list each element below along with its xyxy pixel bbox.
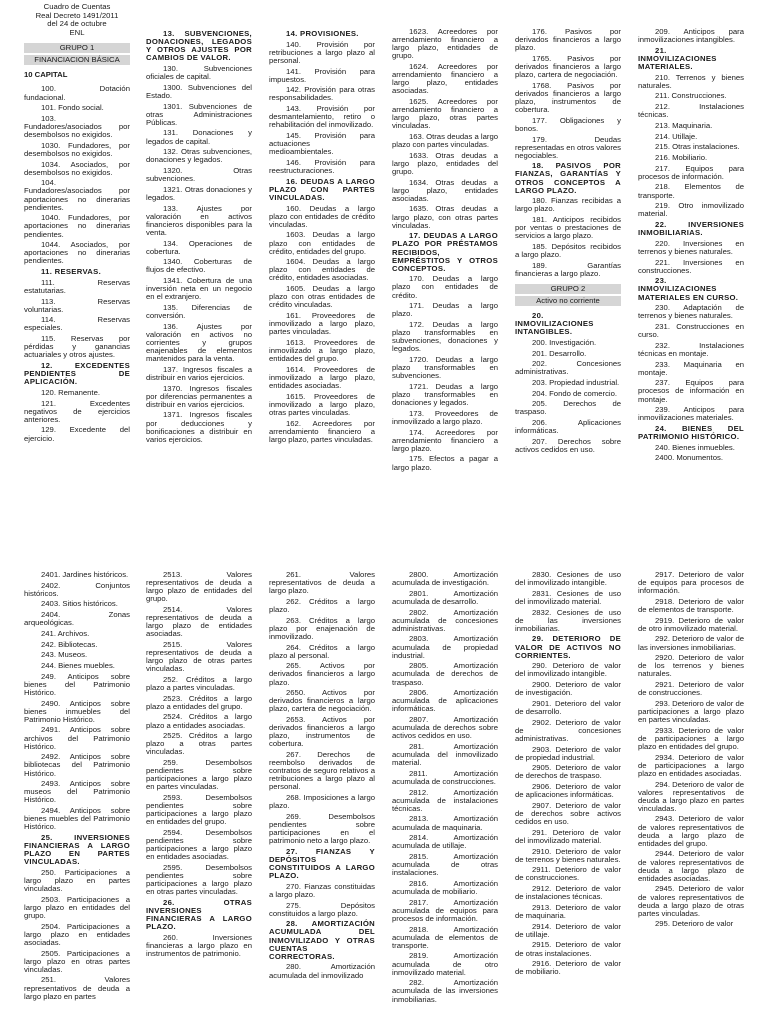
account-entry: 1615. Proveedores de inmovilizado a largo plazo, otras partes vinculadas. [269, 391, 375, 417]
account-entry: 2814. Amortización acumulada de utillaje. [392, 833, 498, 851]
account-entry: 2919. Deterioro de valor de otro inmovilizado material. [638, 615, 744, 633]
account-entry: 233. Maquinaria en montaje. [638, 359, 744, 377]
account-entry: 2816. Amortización acumulada de mobiliario. [392, 878, 498, 896]
account-entry: 290. Deterioro de valor del inmovilizado intangible. [515, 661, 621, 679]
account-group-heading: 27. FIANZAS Y DEPÓSITOS CONSTITUIDOS A LARGO PLAZO. [269, 846, 375, 881]
account-entry: 261. Valores representativos de deuda a largo plazo. [269, 570, 375, 596]
account-entry: 2594. Desembolsos pendientes sobre participaciones a largo plazo en entidades asociadas. [146, 828, 252, 862]
account-group-heading: 29. DETERIORO DE VALOR DE ACTIVOS NO CORRIENTES. [515, 634, 621, 660]
account-entry: 2504. Participaciones a largo plazo en entidades asociadas. [24, 921, 130, 947]
account-entry: 2907. Deterioro de valor de derechos sobre activos cedidos en uso. [515, 800, 621, 827]
page-1-column-6 [638, 28, 744, 465]
account-entry: 219. Otro inmovilizado material. [638, 201, 744, 219]
account-entry: 213. Maquinaria. [655, 120, 713, 130]
account-entry: 237. Equipos para procesos de información en montaje. [638, 378, 744, 404]
account-entry: 1604. Deudas a largo plazo con entidades de crédito, entidades asociadas. [269, 257, 375, 283]
account-entry: 291. Deterioro de valor del inmovilizado material. [515, 827, 621, 845]
document-page-1 [0, 0, 768, 506]
account-entry: 120. Remanente. [41, 387, 100, 397]
account-entry: 1603. Deudas a largo plazo con entidades de crédito, entidades del grupo. [269, 230, 375, 256]
account-entry: 259. Desembolsos pendientes sobre participaciones a largo plazo en partes vinculadas. [146, 758, 252, 792]
account-entry: 1605. Deudas a largo plazo con otras entidades de crédito vinculadas. [269, 284, 375, 310]
document-title-line: del 24 de octubre [47, 19, 107, 29]
account-entry: 1634. Otras deudas a largo plazo, entidades asociadas. [392, 177, 498, 203]
account-entry: 2817. Amortización acumulada de equipos para procesos de información. [392, 897, 498, 923]
account-group-heading: 11. RESERVAS. [41, 267, 102, 277]
account-group-heading: 17. DEUDAS A LARGO PLAZO POR PRÉSTAMOS RECIBIDOS, EMPRÉSTITOS Y OTROS CONCEPTOS. [392, 231, 498, 273]
account-entry: 2910. Deterioro de valor de terrenos y bienes naturales. [515, 846, 621, 864]
account-entry: 181. Anticipos recibidos por ventas o prestaciones de servicios a largo plazo. [515, 215, 621, 241]
account-entry: 260. Inversiones financieras a largo plazo en instrumentos de patrimonio. [146, 932, 252, 959]
account-entry: 1371. Ingresos fiscales por deducciones y bonificaciones a distribuir en varios ejercicios. [146, 410, 252, 444]
account-entry: 111. Reservas estatutarias. [24, 277, 130, 295]
account-group-heading: 26. OTRAS INVERSIONES FINANCIERAS A LARGO PLAZO. [146, 898, 252, 932]
account-entry: 2813. Amortización acumulada de maquinaria. [392, 814, 498, 832]
account-entry: 2493. Anticipos sobre museos del Patrimonio Histórico. [24, 779, 130, 805]
account-entry: 2805. Amortización acumulada de derechos de traspaso. [392, 661, 498, 687]
account-entry: 212. Instalaciones técnicas. [638, 102, 744, 120]
account-entry: 1625. Acreedores por arrendamiento financiero a largo plazo, otras partes vinculadas. [392, 96, 498, 131]
account-entry: 171. Deudas a largo plazo. [392, 301, 498, 319]
account-entry: 2903. Deterioro de valor de propiedad industrial. [515, 744, 621, 762]
account-entry: 115. Reservas por pérdidas y ganancias actuariales y otros ajustes. [24, 334, 130, 360]
account-entry: 1765. Pasivos por derivados financieros a largo plazo, cartera de negociación. [515, 53, 621, 80]
account-entry: 1300. Subvenciones del Estado. [146, 82, 252, 100]
account-entry: 2921. Deterioro de valor de construcciones. [638, 680, 744, 698]
account-entry: 202. Concesiones administrativas. [515, 359, 621, 377]
account-entry: 262. Créditos a largo plazo. [269, 596, 375, 614]
account-entry: 2515. Valores representativos de deuda a largo plazo de otras partes vinculadas. [146, 639, 252, 674]
account-entry: 203. Propiedad industrial. [532, 378, 620, 387]
document-title-line: Real Decreto 1491/2011 [35, 10, 119, 20]
account-entry: 173. Proveedores de inmovilizado a largo plazo. [392, 408, 498, 426]
account-entry: 264. Créditos a largo plazo al personal. [269, 642, 375, 660]
account-entry: 104. Fundadores/asociados por aportaciones no dinerarias pendientes. [24, 178, 130, 212]
account-entry: 211. Construcciones. [655, 91, 727, 101]
account-entry: 2807. Amortización acumulada de derechos sobre activos cedidos en uso. [392, 715, 498, 741]
account-entry: 1370. Ingresos fiscales por diferencias permanentes a distribuir en varios ejercicios. [146, 383, 252, 409]
account-entry: 140. Provisión por retribuciones a largo plazo al personal. [269, 39, 375, 65]
account-entry: 2490. Anticipos sobre bienes inmuebles del Patrimonio Histórico. [24, 698, 130, 724]
account-entry: 1044. Asociados, por aportaciones no dinerarias pendientes. [24, 240, 130, 266]
account-entry: 2934. Deterioro de valor de participaciones a largo plazo en entidades asociadas. [638, 752, 744, 778]
account-entry: 2404. Zonas arqueológicas. [24, 610, 130, 628]
account-entry: 121. Excedentes negativos de ejercicios anteriores. [24, 398, 130, 424]
account-entry: 239. Anticipos para inmovilizaciones materiales. [638, 405, 744, 423]
account-entry: 2832. Cesiones de uso de las inversiones inmobiliarias. [515, 607, 621, 633]
account-entry: 2914. Deterioro de valor de utillaje. [515, 921, 621, 939]
account-entry: 230. Adaptación de terrenos y bienes naturales. [638, 303, 744, 321]
account-entry: 2902. Deterioro de valor de concesiones administrativas. [515, 717, 621, 743]
page-1-column-3 [269, 28, 375, 446]
account-entry: 201. Desarrollo. [532, 348, 587, 358]
account-entry: 129. Excedente del ejercicio. [24, 425, 130, 443]
account-entry: 2491. Anticipos sobre archivos del Patrimonio Histórico. [24, 725, 130, 751]
account-entry: 2525. Créditos a largo plazo a otras partes vinculadas. [146, 731, 252, 757]
account-entry: 281. Amortización acumulada del inmovilizado material. [392, 741, 498, 768]
account-entry: 1624. Acreedores por arrendamiento financiero a largo plazo, entidades asociadas. [392, 61, 498, 96]
account-entry: 206. Aplicaciones informáticas. [515, 418, 621, 436]
account-entry: 2933. Deterioro de valor de participaciones a largo plazo en entidades del grupo. [638, 725, 744, 751]
account-group-heading: 12. EXCEDENTES PENDIENTES DE APLICACIÓN. [24, 361, 130, 387]
account-entry: 174. Acreedores por arrendamiento financiero a largo plazo. [392, 427, 498, 453]
account-group-heading: 24. BIENES DEL PATRIMONIO HISTÓRICO. [638, 424, 744, 442]
account-entry: 231. Construcciones en curso. [638, 322, 744, 340]
account-entry: 100. Dotación fundacional. [24, 84, 130, 102]
account-entry: 251. Valores representativos de deuda a largo plazo en partes [24, 975, 130, 1001]
account-entry: 275. Depósitos constituidos a largo plazo. [269, 900, 375, 918]
account-entry: 1320. Otras subvenciones. [146, 165, 252, 184]
account-group-heading: 22. INVERSIONES INMOBILIARIAS. [638, 220, 744, 238]
account-entry: 2595. Desembolsos pendientes sobre participaciones a largo plazo en otras partes vinculadas. [146, 863, 252, 897]
account-entry: 1721. Deudas a largo plazo transformables en donaciones y legados. [392, 381, 498, 408]
page-2-column-3 [269, 571, 375, 982]
account-entry: 2943. Deterioro de valor de valores representativos de deuda a largo plazo de entidades del grupo. [638, 814, 744, 848]
account-entry: 232. Instalaciones técnicas en montaje. [638, 340, 744, 358]
page-2-column-2 [146, 571, 252, 961]
account-entry: 2803. Amortización acumulada de propiedad industrial. [392, 634, 498, 660]
account-entry: 2653. Activos por derivados financieros a largo plazo, instrumentos de cobertura. [269, 715, 375, 749]
account-entry: 2503. Participaciones a largo plazo en entidades del grupo. [24, 894, 130, 920]
account-entry: 2918. Deterioro de valor de elementos de transporte. [638, 596, 744, 614]
account-entry: 189. Garantías financieras a largo plazo. [515, 260, 621, 278]
account-entry: 1720. Deudas a largo plazo transformables en subvenciones. [392, 355, 498, 381]
account-entry: 1633. Otras deudas a largo plazo, entidades del grupo. [392, 150, 498, 176]
account-group-heading: 20. INMOVILIZACIONES INTANGIBLES. [515, 310, 594, 337]
account-entry: 172. Deudas a largo plazo transformables en subvenciones, donaciones y legados. [392, 320, 498, 354]
account-entry: 2819. Amortización acumulada de otro inmovilizado material. [392, 951, 498, 977]
account-entry: 1768. Pasivos por derivados financieros a largo plazo, instrumentos de cobertura. [515, 80, 621, 115]
account-group-heading: 23. INMOVILIZACIONES MATERIALES EN CURSO. [638, 276, 739, 302]
account-entry: 2920. Deterioro de valor de los terrenos y bienes naturales. [638, 653, 744, 679]
group-label-box: GRUPO 1 [24, 43, 130, 53]
account-entry: 1613. Proveedores de inmovilizado a largo plazo, entidades del grupo. [269, 337, 375, 364]
account-entry: 2812. Amortización acumulada de instalaciones técnicas. [392, 787, 498, 813]
account-entry: 2801. Amortización acumulada de desarrollo. [392, 588, 498, 606]
account-entry: 2593. Desembolsos pendientes sobre participaciones a largo plazo en entidades del grupo. [146, 793, 252, 827]
account-entry: 200. Investigación. [532, 337, 597, 347]
account-entry: 2911. Deterioro de valor de construcciones. [515, 865, 621, 883]
document-title-line: ENL [69, 27, 85, 37]
account-entry: 113. Reservas voluntarias. [24, 296, 130, 314]
account-entry: 180. Fianzas recibidas a largo plazo. [515, 196, 621, 214]
account-entry: 2815. Amortización acumulada de otras instalaciones. [392, 852, 498, 878]
account-group-heading: 25. INVERSIONES FINANCIERAS A LARGO PLAZO EN PARTES VINCULADAS. [24, 832, 130, 867]
account-entry: 176. Pasivos por derivados financieros a largo plazo. [515, 27, 621, 53]
account-group-heading: 28. AMORTIZACIÓN ACUMULADA DEL INMOVILIZADO Y OTRAS CUENTAS CORRECTORAS. [269, 919, 375, 961]
account-entry: 243. Museos. [41, 650, 88, 660]
account-entry: 218. Elementos de transporte. [638, 182, 744, 200]
account-entry: 2650. Activos por derivados financieros a largo plazo, cartera de negociación. [269, 688, 375, 714]
account-entry: 241. Archivos. [41, 628, 90, 638]
account-entry: 240. Bienes inmuebles. [655, 442, 735, 452]
account-entry: 2912. Deterioro de valor de instalaciones técnicas. [515, 884, 621, 902]
account-entry: 162. Acreedores por arrendamiento financiero a largo plazo, partes vinculadas. [269, 418, 375, 444]
account-entry: 2523. Créditos a largo plazo a entidades del grupo. [146, 693, 252, 711]
account-entry: 252. Créditos a largo plazo a partes vinculadas. [146, 674, 252, 692]
account-entry: 2524. Créditos a largo plazo a entidades asociadas. [146, 712, 252, 730]
account-entry: 267. Derechos de reembolso derivados de contratos de seguro relativos a retribuciones a largo plazo al personal. [269, 750, 375, 792]
section-heading: 10 CAPITAL [24, 70, 68, 80]
account-entry: 103. Fundadores/asociados por desembolsos no exigidos. [24, 113, 130, 140]
account-entry: 101. Fondo social. [41, 103, 104, 113]
account-entry: 2800. Amortización acumulada de investigación. [392, 570, 498, 588]
account-entry: 130. Subvenciones oficiales de capital. [146, 63, 252, 82]
group-label-box: FINANCIACION BÁSICA [24, 55, 130, 65]
account-entry: 1623. Acreedores por arrendamiento financiero a largo plazo, entidades de grupo. [392, 27, 498, 61]
account-group-heading: 21. INMOVILIZACIONES MATERIALES. [638, 45, 717, 71]
account-entry: 2831. Cesiones de uso del inmovilizado material. [515, 588, 621, 606]
account-entry: 2916. Deterioro de valor de mobiliario. [515, 959, 621, 977]
account-entry: 1301. Subvenciones de otras Administraciones Públicas. [146, 101, 252, 127]
account-entry: 132. Otras subvenciones, donaciones y legados. [146, 147, 252, 165]
document-title-line: Cuadro de Cuentas [43, 2, 111, 11]
account-entry: 265. Activos por derivados financieros a largo plazo. [269, 661, 375, 687]
account-entry: 135. Diferencias de conversión. [146, 302, 252, 321]
account-entry: 160. Deudas a largo plazo con entidades de crédito vinculadas. [269, 203, 375, 229]
account-entry: 270. Fianzas constituidas a largo plazo. [269, 881, 375, 899]
account-entry: 142. Provisión para otras responsabilidades. [269, 85, 375, 103]
account-entry: 2514. Valores representativos de deuda a largo plazo de entidades asociadas. [146, 604, 252, 639]
account-entry: 282. Amortización acumulada de las inversiones inmobiliarias. [392, 978, 498, 1004]
account-entry: 2917. Deterioro de valor de equipos para procesos de información. [638, 570, 744, 596]
account-entry: 134. Operaciones de cobertura. [146, 238, 252, 256]
account-entry: 137. Ingresos fiscales a distribuir en varios ejercicios. [146, 364, 252, 382]
account-entry: 204. Fondo de comercio. [532, 388, 618, 398]
account-entry: 2505. Participaciones a largo plazo en otras partes vinculadas. [24, 948, 130, 974]
account-entry: 293. Deterioro de valor de participaciones a largo plazo en partes vinculadas. [638, 698, 744, 725]
account-entry: 2901. Deterioro del valor de desarrollo. [515, 698, 621, 716]
account-entry: 2945. Deterioro de valor de valores representativos de deuda a largo plazo de otras partes vinculadas. [638, 884, 744, 918]
account-entry: 2818. Amortización acumulada de elementos de transporte. [392, 924, 498, 950]
account-entry: 163. Otras deudas a largo plazo con partes vinculadas. [392, 131, 498, 149]
account-entry: 136. Ajustes por valoración en activos no corrientes y grupos enajenables de elementos mantenidos para la venta. [146, 321, 252, 364]
account-entry: 146. Provisión para reestructuraciones. [269, 157, 375, 175]
account-group-heading: 13. SUBVENCIONES, DONACIONES, LEGADOS Y OTROS AJUSTES POR CAMBIOS DE VALOR. [146, 29, 252, 63]
account-entry: 2811. Amortización acumulada de construcciones. [392, 768, 498, 786]
account-group-heading: 14. PROVISIONES. [286, 29, 359, 38]
account-entry: 1614. Proveedores de inmovilizado a largo plazo, entidades asociadas. [269, 364, 375, 390]
account-group-heading: 16. DEUDAS A LARGO PLAZO CON PARTES VINCULADAS. [269, 176, 375, 202]
account-entry: 2913. Deterioro de valor de maquinaria. [515, 902, 621, 920]
account-entry: 2400. Monumentos. [655, 453, 723, 463]
page-2-column-5 [515, 571, 621, 979]
account-entry: 1635. Otras deudas a largo plazo, con otras partes vinculadas. [392, 204, 498, 230]
document-page-2 [0, 567, 768, 1024]
account-entry: 2906. Deterioro de valor de aplicaciones informáticas. [515, 782, 621, 800]
group-label-box: Activo no corriente [515, 296, 621, 306]
page-2-column-4 [392, 571, 498, 1006]
account-entry: 268. Imposiciones a largo plazo. [269, 793, 375, 811]
account-entry: 170. Deudas a largo plazo con entidades de crédito. [392, 274, 498, 300]
account-entry: 1341. Cobertura de una inversión neta en un negocio en el extranjero. [146, 276, 252, 302]
page-2-column-1 [24, 571, 130, 1003]
account-entry: 280. Amortización acumulada del inmovilizado [269, 962, 375, 980]
account-entry: 143. Provisión por desmantelamiento, retiro o rehabilitación del inmovilizado. [269, 104, 375, 130]
account-entry: 1040. Fundadores, por aportaciones no dinerarias pendientes. [24, 213, 130, 239]
account-entry: 2494. Anticipos sobre bienes muebles del Patrimonio Histórico. [24, 806, 130, 832]
account-entry: 294. Deterioro de valor de valores representativos de deuda a largo plazo en partes vinculadas. [638, 779, 744, 813]
account-entry: 1340. Coberturas de flujos de efectivo. [146, 257, 252, 275]
account-entry: 2401. Jardines históricos. [41, 570, 129, 579]
account-entry: 1030. Fundadores, por desembolsos no exigidos. [24, 140, 130, 158]
account-entry: 179. Deudas representadas en otros valores negociables. [515, 134, 621, 160]
account-entry: 133. Ajustes por valoración en activos financieros disponibles para la venta. [146, 203, 252, 237]
account-entry: 2806. Amortización acumulada de aplicaciones informáticas. [392, 688, 498, 714]
account-entry: 263. Créditos a largo plazo por enajenación de inmovilizado. [269, 615, 375, 641]
account-entry: 210. Terrenos y bienes naturales. [638, 72, 744, 90]
page-1-column-2 [146, 28, 252, 446]
account-entry: 2492. Anticipos sobre bibliotecas del Patrimonio Histórico. [24, 752, 130, 778]
account-entry: 145. Provisión para actuaciones medioambientales. [269, 131, 375, 157]
account-entry: 250. Participaciones a largo plazo en partes vinculadas. [24, 867, 130, 894]
account-group-heading: 18. PASIVOS POR FIANZAS, GARANTÍAS Y OTROS CONCEPTOS A LARGO PLAZO. [515, 161, 621, 195]
account-entry: 292. Deterioro de valor de las inversiones inmobiliarias. [638, 634, 744, 652]
account-entry: 217. Equipos para procesos de información. [638, 163, 744, 181]
account-entry: 131. Donaciones y legados de capital. [146, 128, 252, 146]
account-entry: 1321. Otras donaciones y legados. [146, 184, 252, 202]
account-entry: 2513. Valores representativos de deuda a largo plazo de entidades del grupo. [146, 570, 252, 604]
account-entry: 114. Reservas especiales. [24, 315, 130, 333]
account-entry: 269. Desembolsos pendientes sobre participaciones en el patrimonio neto a largo plazo. [269, 811, 375, 846]
account-entry: 2905. Deterioro de valor de derechos de traspaso. [515, 763, 621, 781]
page-1-column-1 [24, 3, 130, 445]
account-entry: 2900. Deterioro de valor de investigación. [515, 680, 621, 698]
account-entry: 177. Obligaciones y bonos. [515, 115, 621, 133]
account-entry: 214. Utillaje. [655, 131, 698, 141]
account-entry: 141. Provisión para impuestos. [269, 66, 375, 84]
account-entry: 209. Anticipos para inmovilizaciones intangibles. [638, 27, 744, 45]
account-entry: 249. Anticipos sobre bienes del Patrimonio Histórico. [24, 671, 130, 697]
account-entry: 220. Inversiones en terrenos y bienes naturales. [638, 238, 744, 256]
account-entry: 205. Derechos de traspaso. [515, 399, 621, 417]
account-entry: 216. Mobiliario. [655, 152, 708, 162]
account-entry: 215. Otras instalaciones. [655, 142, 740, 152]
account-entry: 2915. Deterioro de valor de otras instalaciones. [515, 940, 621, 958]
account-entry: 161. Proveedores de inmovilizado a largo plazo, partes vinculadas. [269, 311, 375, 337]
account-entry: 2802. Amortización acumulada de concesiones administrativas. [392, 607, 498, 633]
account-entry: 185. Depósitos recibidos a largo plazo. [515, 242, 621, 260]
page-1-column-5 [515, 28, 621, 457]
account-entry: 207. Derechos sobre activos cedidos en uso. [515, 436, 621, 455]
account-entry: 175. Efectos a pagar a largo plazo. [392, 454, 498, 472]
account-entry: 221. Inversiones en construcciones. [638, 257, 744, 275]
account-entry: 242. Bibliotecas. [41, 639, 98, 649]
page-1-column-4 [392, 28, 498, 474]
account-entry: 2944. Deterioro de valor de valores representativos de deuda a largo plazo de entidades asociadas. [638, 849, 744, 883]
account-entry: 2830. Cesiones de uso del inmovilizado intangible. [515, 570, 621, 588]
page-2-column-6 [638, 571, 744, 931]
account-entry: 2403. Sitios históricos. [41, 599, 118, 609]
account-entry: 244. Bienes muebles. [41, 661, 115, 670]
group-label-box: GRUPO 2 [515, 284, 621, 294]
account-entry: 295. Deterioro de valor [655, 919, 734, 929]
account-entry: 1034. Asociados, por desembolsos no exigidos. [24, 159, 130, 177]
account-entry: 2402. Conjuntos históricos. [24, 580, 130, 598]
